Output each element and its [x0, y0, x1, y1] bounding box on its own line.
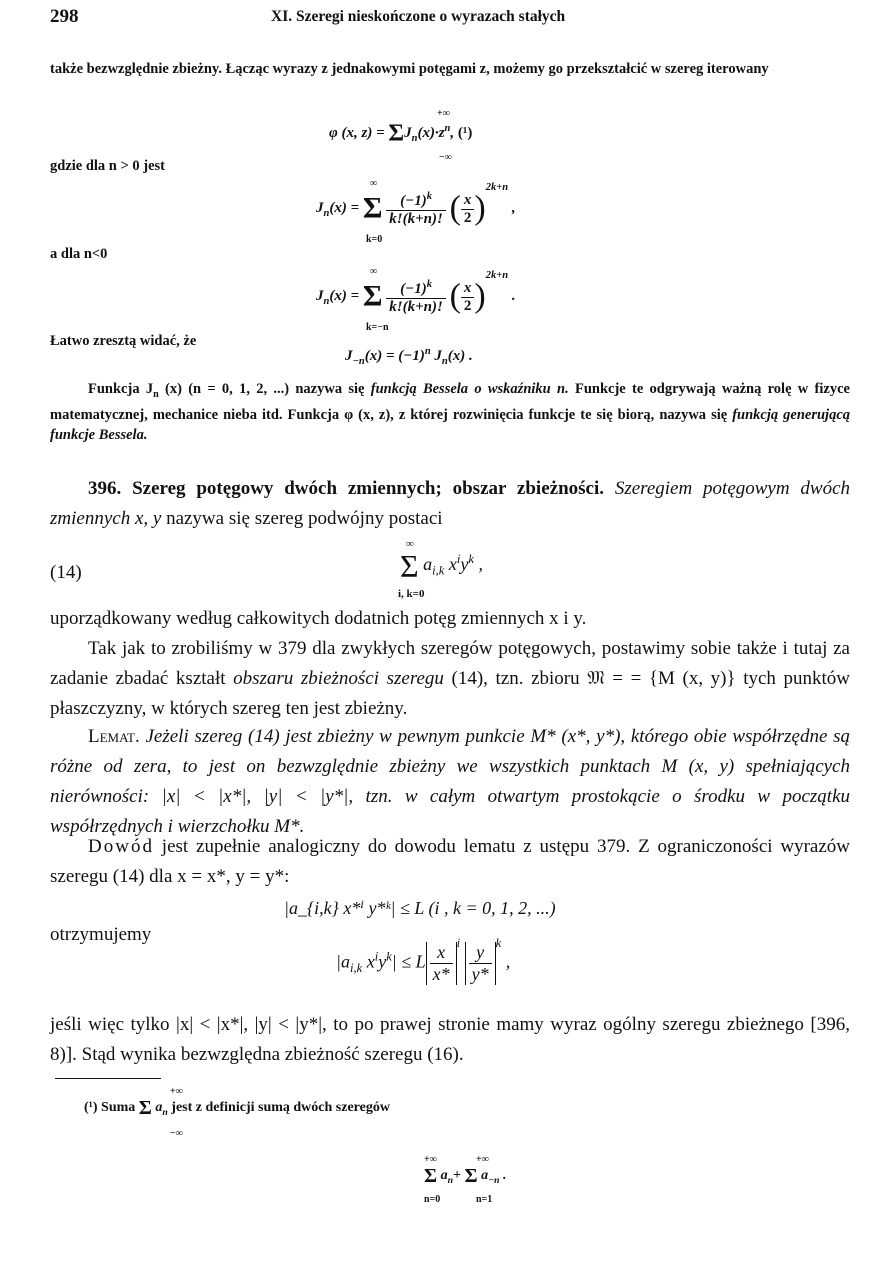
- proof-paragraph: Dowód jest zupełnie analogiczny do dowodu lematu z ustępu 379. Z ograniczoności wyrazów szeregu (14) dla x = x*, y = y*:: [50, 836, 850, 887]
- page-number: 298: [50, 6, 79, 27]
- equation-bound: |a_{i,k} x*ⁱ y*ᵏ| ≤ L (i , k = 0, 1, 2, ...): [284, 898, 556, 918]
- footnote: +∞ (¹) Suma Σ $a_n$ jest z definicji sumą dwóch szeregów −∞: [84, 1086, 390, 1139]
- lemma-paragraph: Lemat. Jeżeli szereg (14) jest zbieżny w pewnym punkcie M* (x*, y*), którego obie współrzędne są różne od zera, to jest on bezwzględnie zbieżny we wszystkich punktach M (x, y) spełniających nierówności: |x| < |x*|, |y| < |y*|, tzn. w całym otwartym prostokącie o środku w początku współrzędnych i wierzchołku M*.: [50, 726, 850, 837]
- paragraph-region: Tak jak to zrobiliśmy w 379 dla zwykłych szeregów potęgowych, postawimy sobie także i tutaj za zadanie zbadać kształt obszaru zbieżności szeregu (14), tzn. zbioru 𝔐 = = {M (x, y)} tych punktów płaszczyzny, w których szereg ten jest zbieżny.: [50, 638, 850, 719]
- equation-jn-positive: ∞ $J_n(x) = \Sigma$ $\frac{(-1)^k}{k!(k+n)!}$ ( $\frac{x}{2}$ )$^{2k+n}$ , k=0: [316, 178, 516, 245]
- equation-inequality: $|a_{i,k}$ $x^iy^k| \le L$ $\frac{x}{x*}$ $^i$ $\frac{y}{y*}$ $^k$ ,: [336, 935, 511, 984]
- footnote-rule: [55, 1078, 161, 1079]
- equation-jn-negative: ∞ $J_n(x) = \Sigma$ $\frac{(-1)^k}{k!(k+n)!}$ ( $\frac{x}{2}$ )$^{2k+n}$ . k=−n: [316, 266, 516, 333]
- section-396-heading: 396. Szereg potęgowy dwóch zmiennych; obszar zbieżności. Szeregiem potęgowym dwóch zmiennych x, y nazywa się szereg podwójny postaci: [50, 478, 851, 529]
- equation-phi: +∞ φ (x, $z) = \Sigma J_n(x)\cdot z^n$, (¹) −∞: [329, 108, 473, 163]
- otrzymujemy-line: otrzymujemy: [50, 924, 152, 945]
- section-title: Szereg potęgowy dwóch zmiennych; obszar zbieżności.: [132, 478, 604, 499]
- intro-paragraph: także bezwzględnie zbieżny. Łącząc wyrazy z jednakowymi potęgami z, możemy go przekształcić w szereg iterowany: [50, 61, 769, 77]
- a-dla-line: a dla n<0: [50, 246, 108, 262]
- running-title: XI. Szeregi nieskończone o wyrazach stałych: [271, 8, 566, 25]
- equation-14: ∞ Σ $a_{i,k}$ $x^iy^k$ , i, k=0: [398, 538, 483, 600]
- after-14-line: uporządkowany według całkowitych dodatnich potęg zmiennych x i y.: [50, 608, 587, 629]
- footnote-sum-equation: +∞ +∞ Σ $a_n+ \Sigma$ $a_{-n}$ . n=0 n=1: [424, 1154, 507, 1205]
- section-number: 396.: [88, 478, 122, 499]
- equation-14-label: (14): [50, 562, 82, 583]
- equation-j-minus: $J_{-n}(x) = (-1)^n$ $J_n(x)$ .: [345, 346, 473, 367]
- final-paragraph: jeśli więc tylko |x| < |x*|, |y| < |y*|, to po prawej stronie mamy wyraz ogólny szeregu zbieżnego [396, 8)]. Stąd wynika bezwzględna zbieżność szeregu (16).: [50, 1014, 850, 1065]
- gdzie-line: gdzie dla n > 0 jest: [50, 158, 165, 174]
- bessel-paragraph: Funkcja $J_n$ (x) (n = 0, 1, 2, ...) nazywa się funkcją Bessela o wskaźniku n. Funkcje te odgrywają ważną rolę w fizyce matematycznej, mechanice nieba itd. Funkcja φ (x, z), z której rozwinięcia funkcje te się biorą, nazywa się funkcją generującą funkcje Bessela.: [50, 381, 851, 443]
- latwo-line: Łatwo zresztą widać, że: [50, 333, 197, 349]
